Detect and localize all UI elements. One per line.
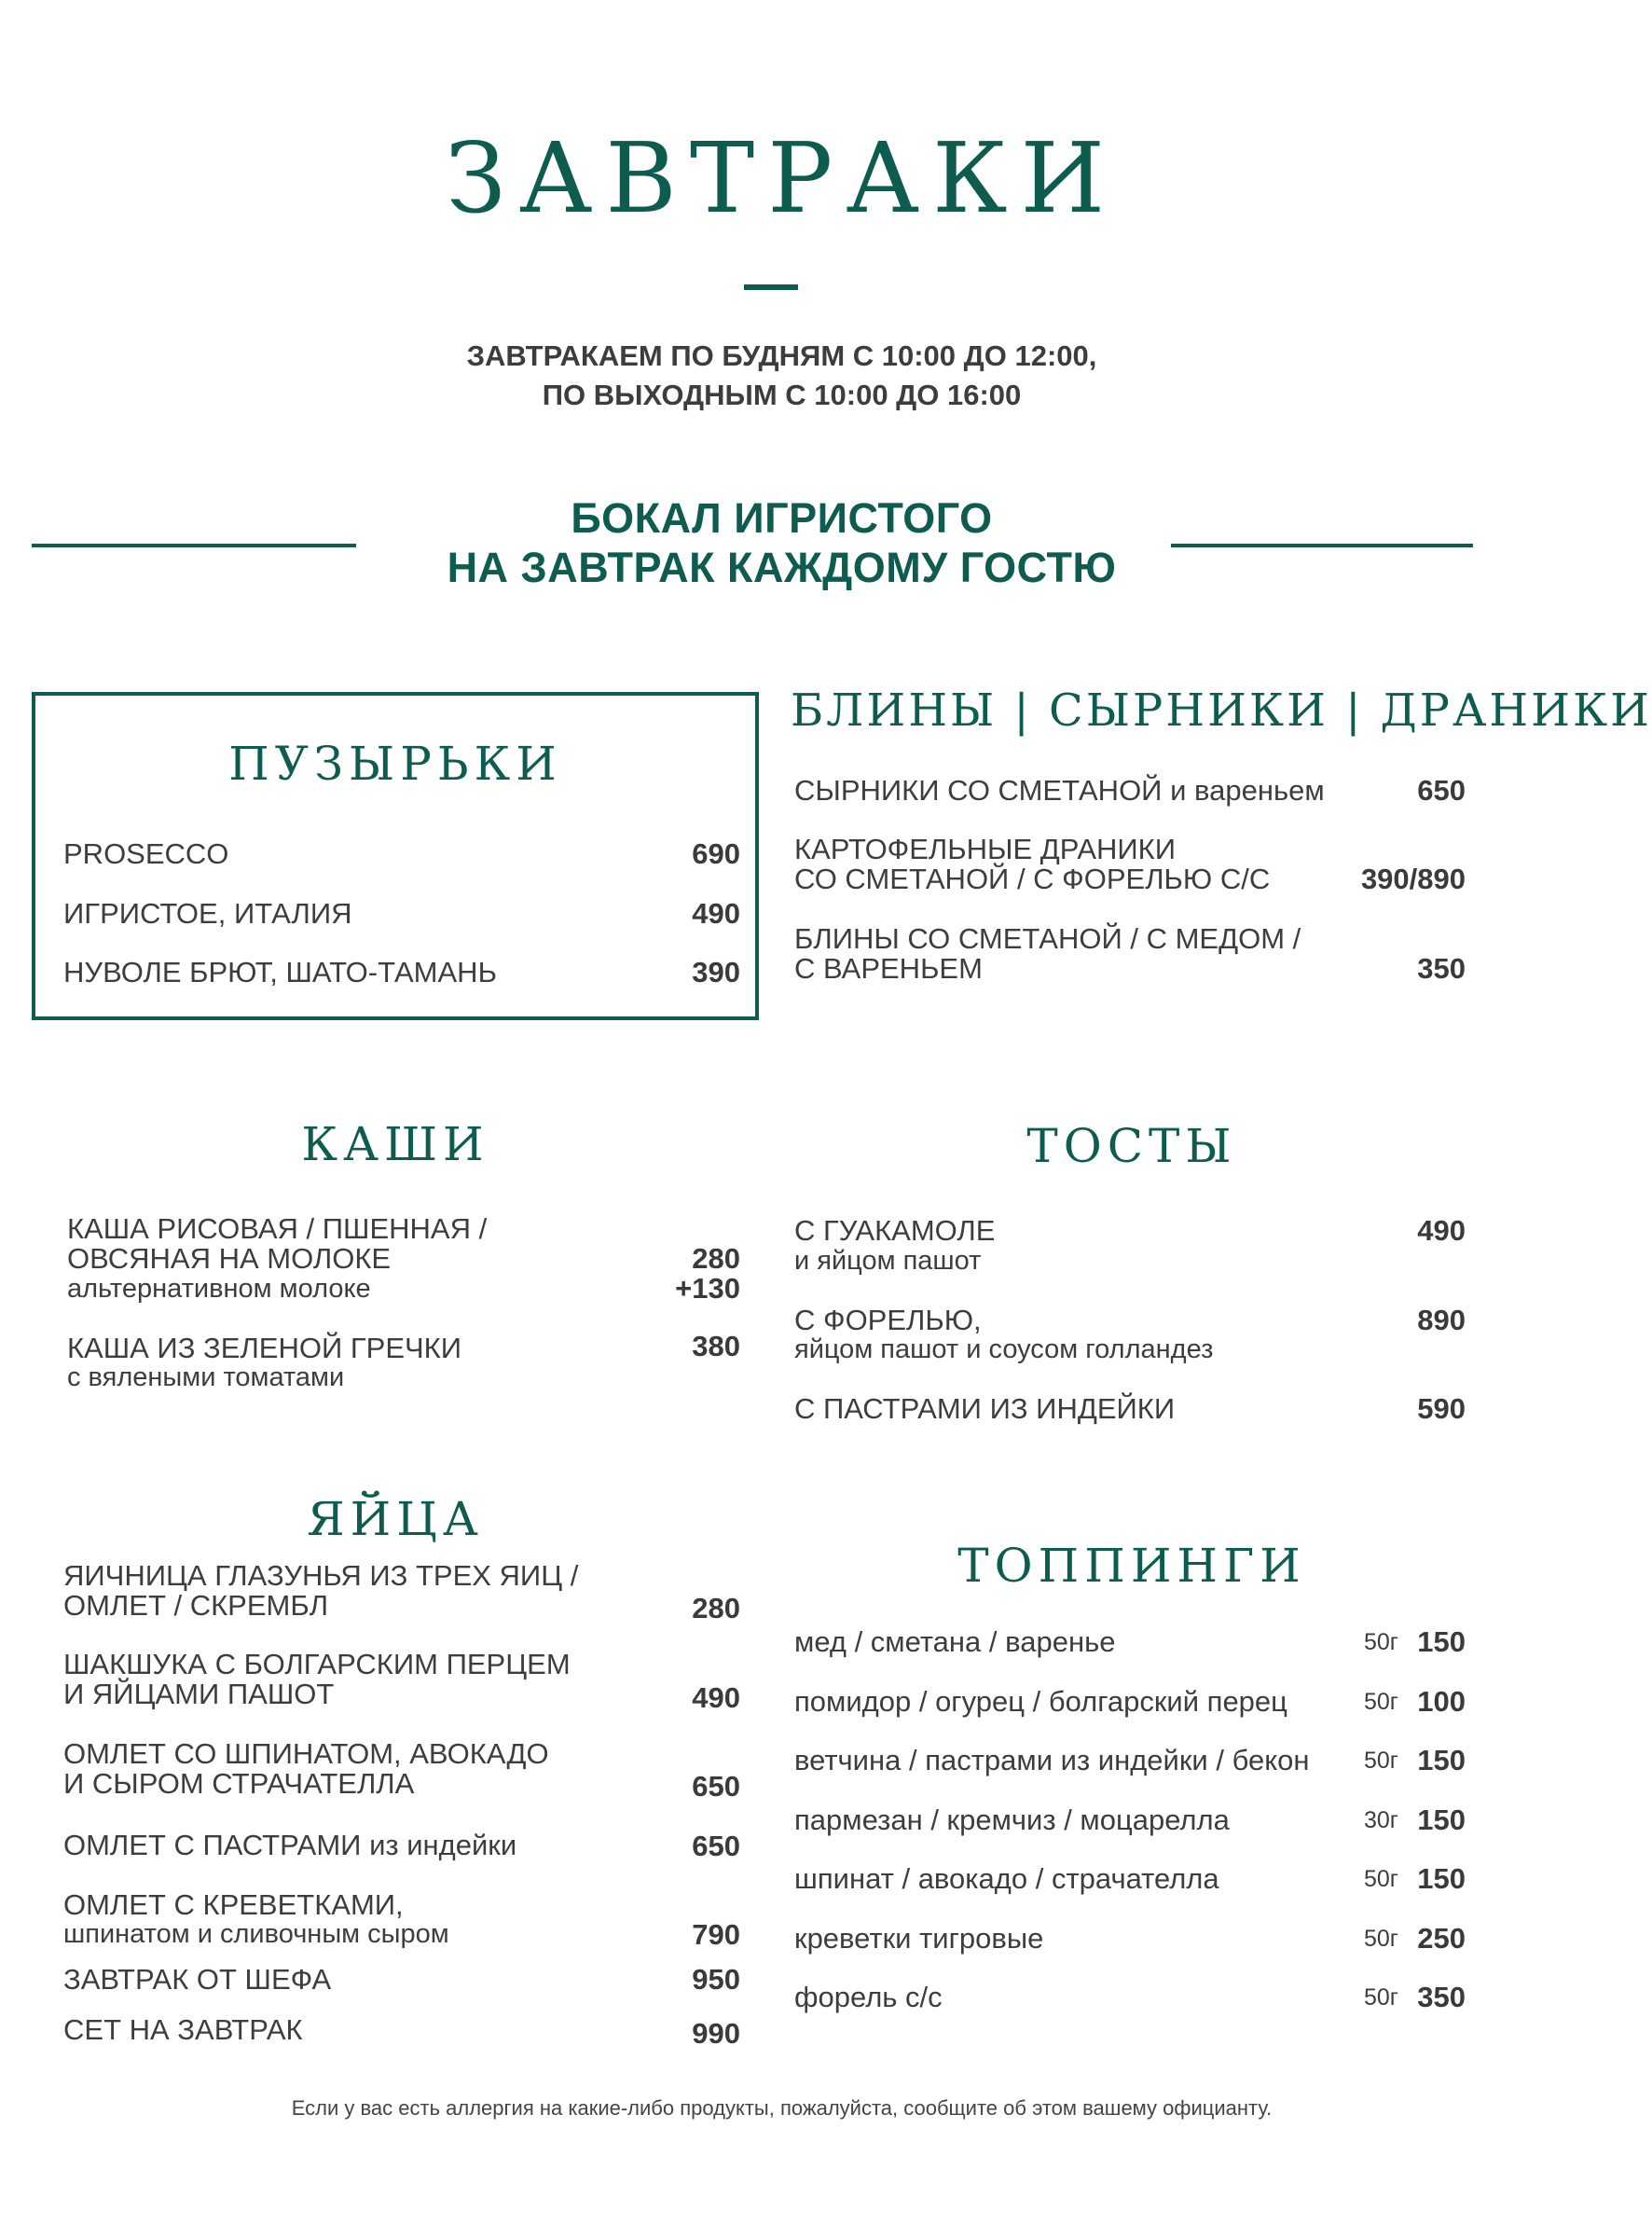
eggs-item-line-1: СЕТ НА ЗАВТРАК (63, 2013, 303, 2046)
topping-name: помидор / огурец / болгарский перец (794, 1685, 1287, 1718)
topping-weight: 30г (1364, 1807, 1398, 1833)
porridge-item-extra-price: +130 (675, 1272, 740, 1305)
topping-weight: 50г (1364, 1748, 1398, 1774)
eggs-item-line-2: И ЯЙЦАМИ ПАШОТ (63, 1678, 335, 1710)
pancakes-item-line-1: КАРТОФЕЛЬНЫЕ ДРАНИКИ (794, 833, 1177, 865)
toasts-item-price: 490 (1417, 1214, 1466, 1247)
eggs-item-price: 490 (692, 1681, 740, 1714)
porridge-item-price: 380 (692, 1330, 740, 1362)
topping-weight: 50г (1364, 1866, 1398, 1892)
toasts-item-line-1: С ФОРЕЛЬЮ, (794, 1304, 982, 1336)
eggs-item-price: 650 (692, 1770, 740, 1803)
bubbles-item-name: PROSECCO (63, 837, 229, 870)
title-divider (744, 284, 798, 290)
promo-line-2: НА ЗАВТРАК КАЖДОМУ ГОСТЮ (447, 544, 1117, 591)
topping-price: 150 (1417, 1862, 1466, 1895)
toasts-item-price: 890 (1417, 1304, 1466, 1336)
porridge-item-line-2: ОВСЯНАЯ НА МОЛОКЕ (67, 1242, 392, 1275)
page-title: ЗАВТРАКИ (445, 121, 1119, 235)
bubbles-item-price: 490 (692, 897, 740, 930)
eggs-item-price: 950 (692, 1963, 740, 1996)
pancakes-title: БЛИНЫ | СЫРНИКИ | ДРАНИКИ (791, 684, 1652, 737)
topping-name: креветки тигровые (794, 1922, 1044, 1955)
eggs-item-price: 650 (692, 1830, 740, 1862)
eggs-title: ЯЙЦА (307, 1492, 484, 1546)
porridge-item-line-1: КАША ИЗ ЗЕЛЕНОЙ ГРЕЧКИ (67, 1332, 462, 1364)
eggs-item-line-1: ЯИЧНИЦА ГЛАЗУНЬЯ ИЗ ТРЕХ ЯИЦ / (63, 1559, 579, 1592)
topping-price: 150 (1417, 1744, 1466, 1776)
eggs-item-price: 990 (692, 2017, 740, 2050)
eggs-item-line-1: ОМЛЕТ С КРЕВЕТКАМИ, (63, 1888, 404, 1921)
pancakes-item-line-1: БЛИНЫ СО СМЕТАНОЙ / С МЕДОМ / (794, 922, 1301, 955)
hours-line-1: ЗАВТРАКАЕМ ПО БУДНЯМ С 10:00 ДО 12:00, (466, 339, 1097, 372)
topping-weight: 50г (1364, 1629, 1398, 1655)
pancakes-item-price: 650 (1417, 774, 1466, 807)
allergy-note: Если у вас есть аллергия на какие-либо продукты, пожалуйста, сообщите об этом вашему официанту. (291, 2096, 1273, 2120)
pancakes-item-price: 350 (1417, 952, 1466, 985)
porridge-item-sub: с вялеными томатами (67, 1362, 345, 1392)
eggs-item-line-1: ШАКШУКА С БОЛГАРСКИМ ПЕРЦЕМ (63, 1648, 571, 1680)
topping-name: шпинат / авокадо / страчателла (794, 1862, 1219, 1895)
eggs-item-line-1: ЗАВТРАК ОТ ШЕФА (63, 1963, 332, 1996)
toasts-title: ТОСТЫ (1026, 1119, 1237, 1173)
topping-price: 150 (1417, 1625, 1466, 1658)
topping-name: форель с/с (794, 1981, 943, 2013)
topping-price: 250 (1417, 1922, 1466, 1955)
bubbles-item-price: 390 (692, 956, 740, 988)
porridge-title: КАШИ (301, 1117, 489, 1171)
eggs-item-sub: шпинатом и сливочным сыром (63, 1919, 449, 1949)
porridge-item-line-1: КАША РИСОВАЯ / ПШЕННАЯ / (67, 1212, 488, 1245)
bubbles-item-price: 690 (692, 837, 740, 870)
pancakes-item-name: СЫРНИКИ СО СМЕТАНОЙ и вареньем (794, 774, 1325, 807)
toasts-item-price: 590 (1417, 1392, 1466, 1425)
eggs-item-line-1: ОМЛЕТ С ПАСТРАМИ из индейки (63, 1829, 517, 1861)
topping-weight: 50г (1364, 1689, 1398, 1715)
toasts-item-sub: яйцом пашот и соусом голландез (794, 1334, 1214, 1364)
topping-price: 150 (1417, 1803, 1466, 1836)
pancakes-item-line-2: С ВАРЕНЬЕМ (794, 952, 983, 985)
bubbles-item-name: ИГРИСТОЕ, ИТАЛИЯ (63, 897, 352, 930)
porridge-item-price: 280 (692, 1242, 740, 1275)
toasts-item-line-1: С ПАСТРАМИ ИЗ ИНДЕЙКИ (794, 1392, 1176, 1425)
bubbles-title: ПУЗЫРЬКИ (228, 737, 562, 791)
topping-weight: 50г (1364, 1984, 1398, 2011)
hours-line-2: ПО ВЫХОДНЫМ С 10:00 ДО 16:00 (542, 379, 1022, 411)
topping-name: пармезан / кремчиз / моцарелла (794, 1803, 1230, 1836)
topping-price: 350 (1417, 1981, 1466, 2013)
toppings-title: ТОППИНГИ (957, 1539, 1306, 1593)
bubbles-item-name: НУВОЛЕ БРЮТ, ШАТО-ТАМАНЬ (63, 956, 497, 988)
topping-name: мед / сметана / варенье (794, 1625, 1116, 1658)
eggs-item-line-1: ОМЛЕТ СО ШПИНАТОМ, АВОКАДО (63, 1737, 549, 1770)
eggs-item-price: 280 (692, 1592, 740, 1624)
pancakes-item-line-2: СО СМЕТАНОЙ / С ФОРЕЛЬЮ С/С (794, 863, 1271, 895)
topping-price: 100 (1417, 1685, 1466, 1718)
toasts-item-line-1: С ГУАКАМОЛЕ (794, 1214, 996, 1247)
eggs-item-price: 790 (692, 1918, 740, 1951)
toasts-item-sub: и яйцом пашот (794, 1246, 982, 1276)
porridge-item-sub: альтернативном молоке (67, 1274, 371, 1304)
pancakes-item-price: 390/890 (1360, 863, 1466, 895)
topping-name: ветчина / пастрами из индейки / бекон (794, 1744, 1310, 1776)
promo-line-1: БОКАЛ ИГРИСТОГО (571, 494, 993, 542)
eggs-item-line-2: ОМЛЕТ / СКРЕМБЛ (63, 1589, 329, 1622)
topping-weight: 50г (1364, 1926, 1398, 1952)
eggs-item-line-2: И СЫРОМ СТРАЧАТЕЛЛА (63, 1767, 415, 1800)
